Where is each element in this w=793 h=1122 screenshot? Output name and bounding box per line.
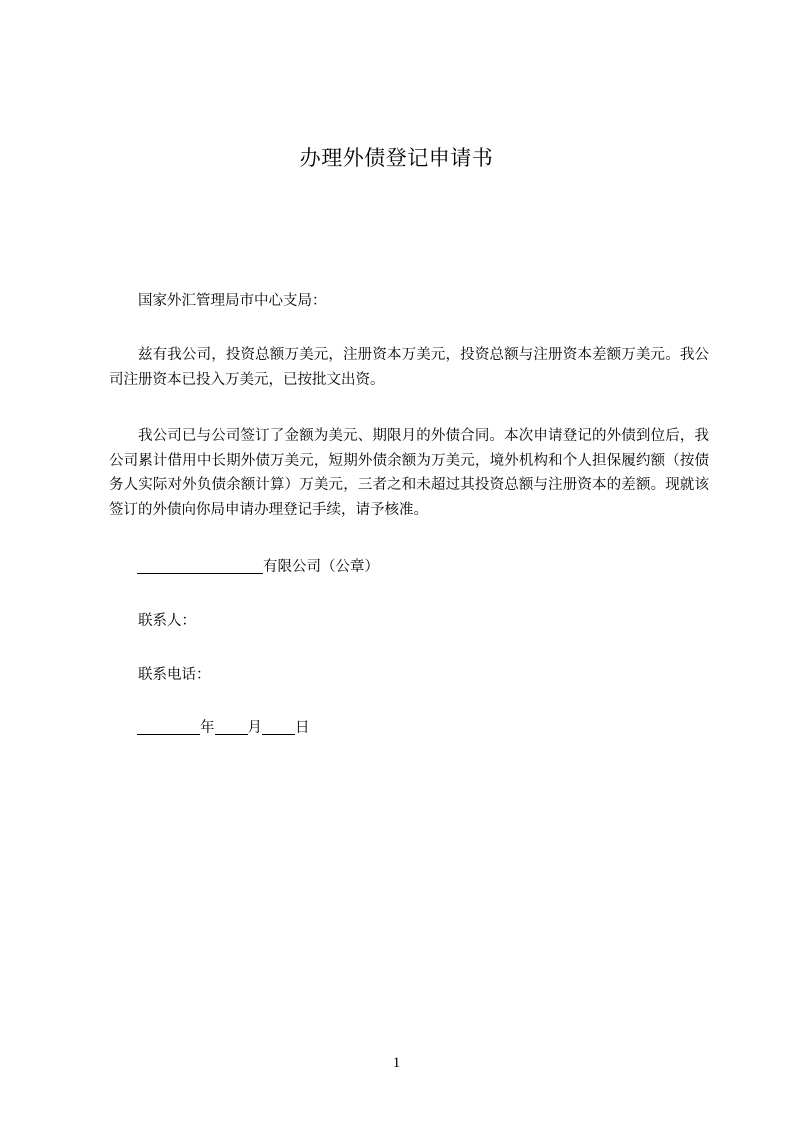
day-label: 日 bbox=[295, 720, 310, 736]
month-blank bbox=[215, 718, 248, 735]
year-blank bbox=[137, 718, 200, 735]
company-name-blank bbox=[137, 557, 263, 574]
company-suffix: 有限公司（公章） bbox=[263, 559, 379, 575]
date-line bbox=[137, 717, 310, 739]
page-number: 1 bbox=[392, 1055, 401, 1071]
paragraph-loan-contract: 我公司已与公司签订了金额为美元、期限月的外债合同。本次申请登记的外债到位后，我公司累计借用中长期外债万美元，短期外债余额为万美元，境外机构和个人担保履约额（按债务人实际对外负债余额计算）万美元，三者之和未超过其投资总额与注册资本的差额。现就该签订的外债向你局申请办理登记手续，请予核准。 bbox=[109, 428, 709, 518]
month-label: 月 bbox=[247, 720, 262, 736]
year-label: 年 bbox=[200, 720, 215, 736]
contact-person-label: 联系人： bbox=[138, 613, 196, 629]
salutation: 国家外汇管理局市中心支局： bbox=[138, 293, 327, 309]
document-title: 办理外债登记申请书 bbox=[299, 146, 494, 170]
company-seal-line bbox=[137, 556, 379, 578]
paragraph-investment: 兹有我公司，投资总额万美元，注册资本万美元，投资总额与注册资本差额万美元。我公司注册资本已投入万美元，已按批文出资。 bbox=[109, 347, 709, 388]
contact-phone-label: 联系电话： bbox=[138, 667, 211, 683]
day-blank bbox=[262, 718, 295, 735]
